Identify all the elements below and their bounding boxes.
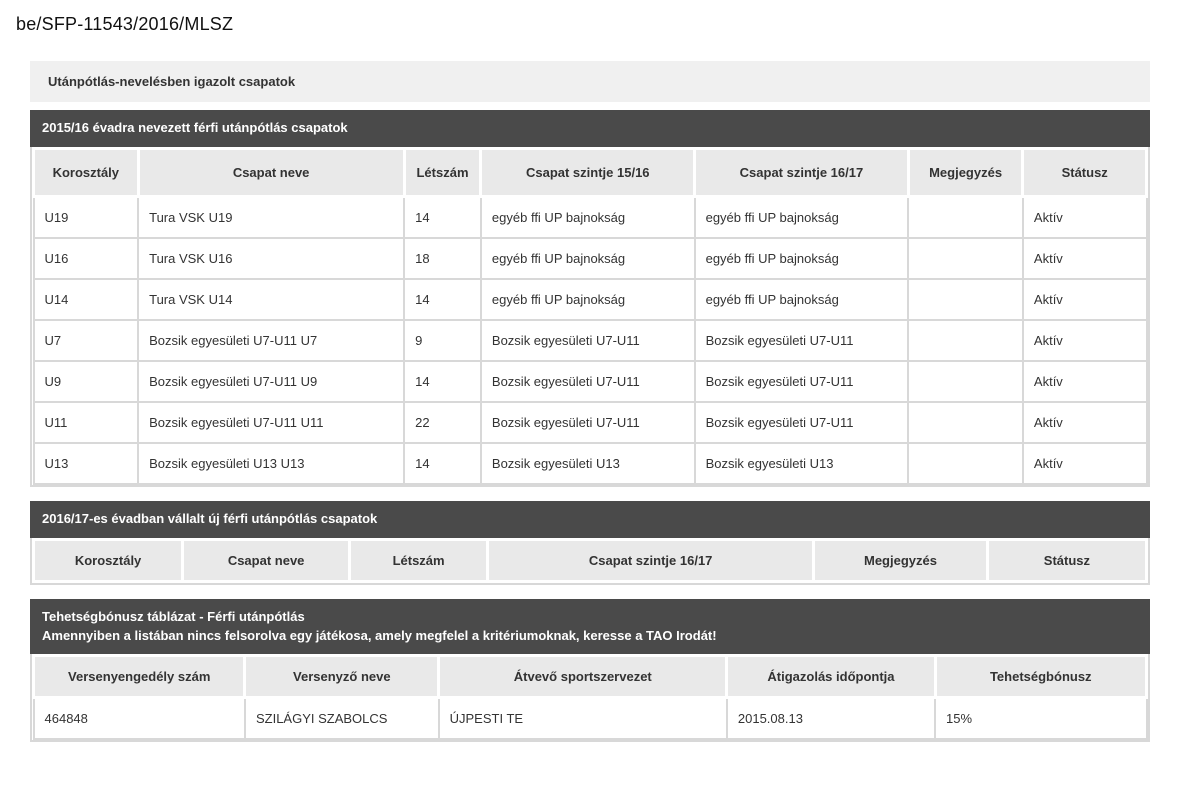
table-cell: 464848 — [34, 698, 245, 740]
table-cell: Bozsik egyesületi U7-U11 — [481, 320, 695, 361]
table-row — [34, 238, 1147, 279]
section-registered-teams-2015-16 — [30, 110, 1150, 487]
section-talent-bonus — [30, 599, 1150, 743]
column-header: Korosztály — [34, 148, 139, 196]
table-cell: Bozsik egyesületi U7-U11 — [695, 361, 909, 402]
table-row — [34, 443, 1147, 484]
table-cell: Bozsik egyesületi U13 — [481, 443, 695, 484]
table-cell: 14 — [404, 279, 481, 320]
table-cell — [908, 402, 1023, 443]
table-row — [34, 698, 1147, 740]
column-header: Csapat neve — [183, 539, 350, 581]
table-wrapper — [30, 654, 1150, 742]
column-header: Átvevő sportszervezet — [439, 656, 727, 698]
report-page — [0, 14, 1181, 788]
table-wrapper — [30, 147, 1150, 487]
table-cell: Bozsik egyesületi U7-U11 — [695, 402, 909, 443]
column-header: Megjegyzés — [908, 148, 1023, 196]
table-cell: egyéb ffi UP bajnokság — [481, 238, 695, 279]
table-cell — [908, 196, 1023, 238]
column-header: Státusz — [1023, 148, 1147, 196]
table-cell: Bozsik egyesületi U7-U11 — [481, 361, 695, 402]
table-cell: egyéb ffi UP bajnokság — [481, 196, 695, 238]
table-cell: U14 — [34, 279, 139, 320]
table-cell: U19 — [34, 196, 139, 238]
table-cell: Bozsik egyesületi U13 — [695, 443, 909, 484]
header-row — [34, 656, 1147, 698]
table-cell — [908, 238, 1023, 279]
column-header: Átigazolás időpontja — [727, 656, 935, 698]
column-header: Korosztály — [34, 539, 183, 581]
column-header: Státusz — [987, 539, 1146, 581]
table-cell: Aktív — [1023, 238, 1147, 279]
table-cell: Tura VSK U19 — [138, 196, 404, 238]
table-cell: 22 — [404, 402, 481, 443]
table-wrapper — [30, 538, 1150, 585]
table-cell: U11 — [34, 402, 139, 443]
table-cell: Tura VSK U14 — [138, 279, 404, 320]
table-row — [34, 320, 1147, 361]
table-cell: egyéb ffi UP bajnokság — [695, 196, 909, 238]
new-teams-table — [32, 538, 1148, 583]
table-title: 2016/17-es évadban vállalt új férfi utánpótlás csapatok — [42, 510, 378, 526]
table-cell: 14 — [404, 443, 481, 484]
table-cell: Aktív — [1023, 361, 1147, 402]
table-subtitle: Amennyiben a listában nincs felsorolva egy játékosa, amely megfelel a kritériumoknak, keresse a TAO Irodát! — [42, 627, 717, 643]
table-row — [34, 402, 1147, 443]
table-cell: 9 — [404, 320, 481, 361]
table-cell — [908, 279, 1023, 320]
table-cell: U16 — [34, 238, 139, 279]
section-header-youth-teams: Utánpótlás-nevelésben igazolt csapatok — [30, 61, 1150, 102]
content-container — [30, 61, 1150, 742]
talent-bonus-table — [32, 654, 1148, 740]
table-cell: 14 — [404, 361, 481, 402]
registered-teams-table — [32, 147, 1148, 485]
table-cell: Bozsik egyesületi U7-U11 U9 — [138, 361, 404, 402]
table-cell: Bozsik egyesületi U7-U11 U7 — [138, 320, 404, 361]
column-header: Versenyző neve — [245, 656, 439, 698]
table-title: 2015/16 évadra nevezett férfi utánpótlás csapatok — [42, 120, 348, 135]
table-cell: U7 — [34, 320, 139, 361]
table-cell: Bozsik egyesületi U7-U11 U11 — [138, 402, 404, 443]
header-row — [34, 148, 1147, 196]
table-title-bar — [30, 110, 1150, 147]
table-cell — [908, 361, 1023, 402]
table-cell: Aktív — [1023, 279, 1147, 320]
table-cell: Bozsik egyesületi U7-U11 — [481, 402, 695, 443]
section-new-teams-2016-17 — [30, 501, 1150, 585]
column-header: Versenyengedély szám — [34, 656, 245, 698]
table-cell: U13 — [34, 443, 139, 484]
column-header: Csapat szintje 16/17 — [695, 148, 909, 196]
table-cell: Tura VSK U16 — [138, 238, 404, 279]
table-cell — [908, 320, 1023, 361]
page-title: be/SFP-11543/2016/MLSZ — [16, 14, 234, 34]
table-cell: Aktív — [1023, 320, 1147, 361]
table-row — [34, 196, 1147, 238]
table-cell: Bozsik egyesületi U7-U11 — [695, 320, 909, 361]
column-header: Megjegyzés — [814, 539, 988, 581]
column-header: Létszám — [350, 539, 488, 581]
table-row — [34, 361, 1147, 402]
table-cell: 18 — [404, 238, 481, 279]
column-header: Tehetségbónusz — [935, 656, 1146, 698]
table-cell: egyéb ffi UP bajnokság — [695, 279, 909, 320]
table-cell: Aktív — [1023, 443, 1147, 484]
table-cell: Aktív — [1023, 196, 1147, 238]
table-cell: SZILÁGYI SZABOLCS — [245, 698, 439, 740]
table-cell: U9 — [34, 361, 139, 402]
header-row — [34, 539, 1147, 581]
table-cell: ÚJPESTI TE — [439, 698, 727, 740]
table-cell — [908, 443, 1023, 484]
table-cell: egyéb ffi UP bajnokság — [695, 238, 909, 279]
table-title-bar — [30, 501, 1150, 538]
table-title-bar — [30, 599, 1150, 655]
table-row — [34, 279, 1147, 320]
table-cell: egyéb ffi UP bajnokság — [481, 279, 695, 320]
table-cell: Aktív — [1023, 402, 1147, 443]
table-cell: 14 — [404, 196, 481, 238]
table-title: Tehetségbónusz táblázat - Férfi utánpótlás — [42, 608, 305, 624]
table-cell: Bozsik egyesületi U13 U13 — [138, 443, 404, 484]
table-cell: 2015.08.13 — [727, 698, 935, 740]
column-header: Csapat neve — [138, 148, 404, 196]
column-header: Csapat szintje 16/17 — [488, 539, 814, 581]
column-header: Csapat szintje 15/16 — [481, 148, 695, 196]
column-header: Létszám — [404, 148, 481, 196]
table-cell: 15% — [935, 698, 1146, 740]
